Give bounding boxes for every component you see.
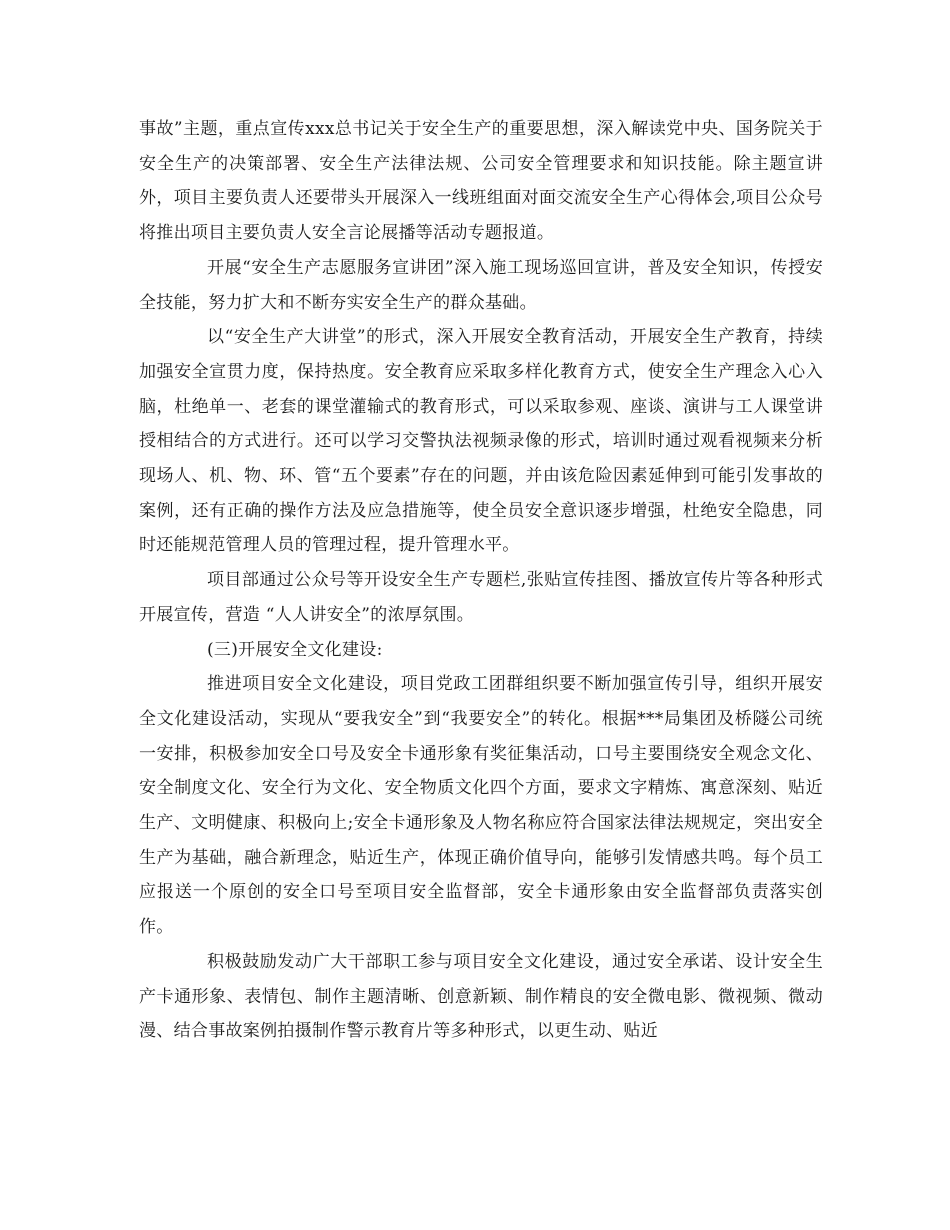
- paragraph-continuation: 事故”主题，重点宣传xxx总书记关于安全生产的重要思想，深入解读党中央、国务院关于安全生产的决策部署、安全生产法律法规、公司安全管理要求和知识技能。除主题宣讲外，项目主要负责人还要带头开展深入一线班组面对面交流安全生产心得体会,项目公众号将推出项目主要负责人安全言论展播等活动专题报道。: [139, 119, 823, 244]
- paragraph-culture-construction: 推进项目安全文化建设，项目党政工团群组织要不断加强宣传引导，组织开展安全文化建设活动，实现从“要我安全”到“我要安全”的转化。根据***局集团及桥隧公司统一安排，积极参加安全口号及安全卡通形象有奖征集活动，口号主要围绕安全观念文化、安全制度文化、安全行为文化、安全物质文化四个方面，要求文字精炼、寓意深刻、贴近生产、文明健康、积极向上;安全卡通形象及人物名称应符合国家法律法规规定，突出安全生产为基础，融合新理念，贴近生产，体现正确价值导向，能够引发情感共鸣。每个员工应报送一个原创的安全口号至项目安全监督部，安全卡通形象由安全监督部负责落实创作。: [139, 674, 823, 938]
- paragraph-public-account: 项目部通过公众号等开设安全生产专题栏,张贴宣传挂图、播放宣传片等各种形式开展宣传，营造 “人人讲安全”的浓厚氛围。: [139, 570, 823, 625]
- document-body: [139, 112, 823, 1049]
- section-heading-safety-culture: (三)开展安全文化建设:: [207, 639, 383, 660]
- paragraph-safety-lecture-hall: 以“安全生产大讲堂”的形式，深入开展安全教育活动，开展安全生产教育，持续加强安全宣贯力度，保持热度。安全教育应采取多样化教育方式，使安全生产理念入心入脑，杜绝单一、老套的课堂灌输式的教育形式，可以采取参观、座谈、演讲与工人课堂讲授相结合的方式进行。还可以学习交警执法视频录像的形式，培训时通过观看视频来分析现场人、机、物、环、管“五个要素”存在的问题，并由该危险因素延伸到可能引发事故的案例，还有正确的操作方法及应急措施等，使全员安全意识逐步增强，杜绝安全隐患，同时还能规范管理人员的管理过程，提升管理水平。: [139, 327, 823, 556]
- paragraph-staff-participation: 积极鼓励发动广大干部职工参与项目安全文化建设，通过安全承诺、设计安全生产卡通形象、表情包、制作主题清晰、创意新颖、制作精良的安全微电影、微视频、微动漫、结合事故案例拍摄制作警示教育片等多种形式，以更生动、贴近: [139, 951, 823, 1042]
- paragraph-volunteer-lecture: 开展“安全生产志愿服务宣讲团”深入施工现场巡回宣讲，普及安全知识，传授安全技能，努力扩大和不断夯实安全生产的群众基础。: [139, 257, 823, 313]
